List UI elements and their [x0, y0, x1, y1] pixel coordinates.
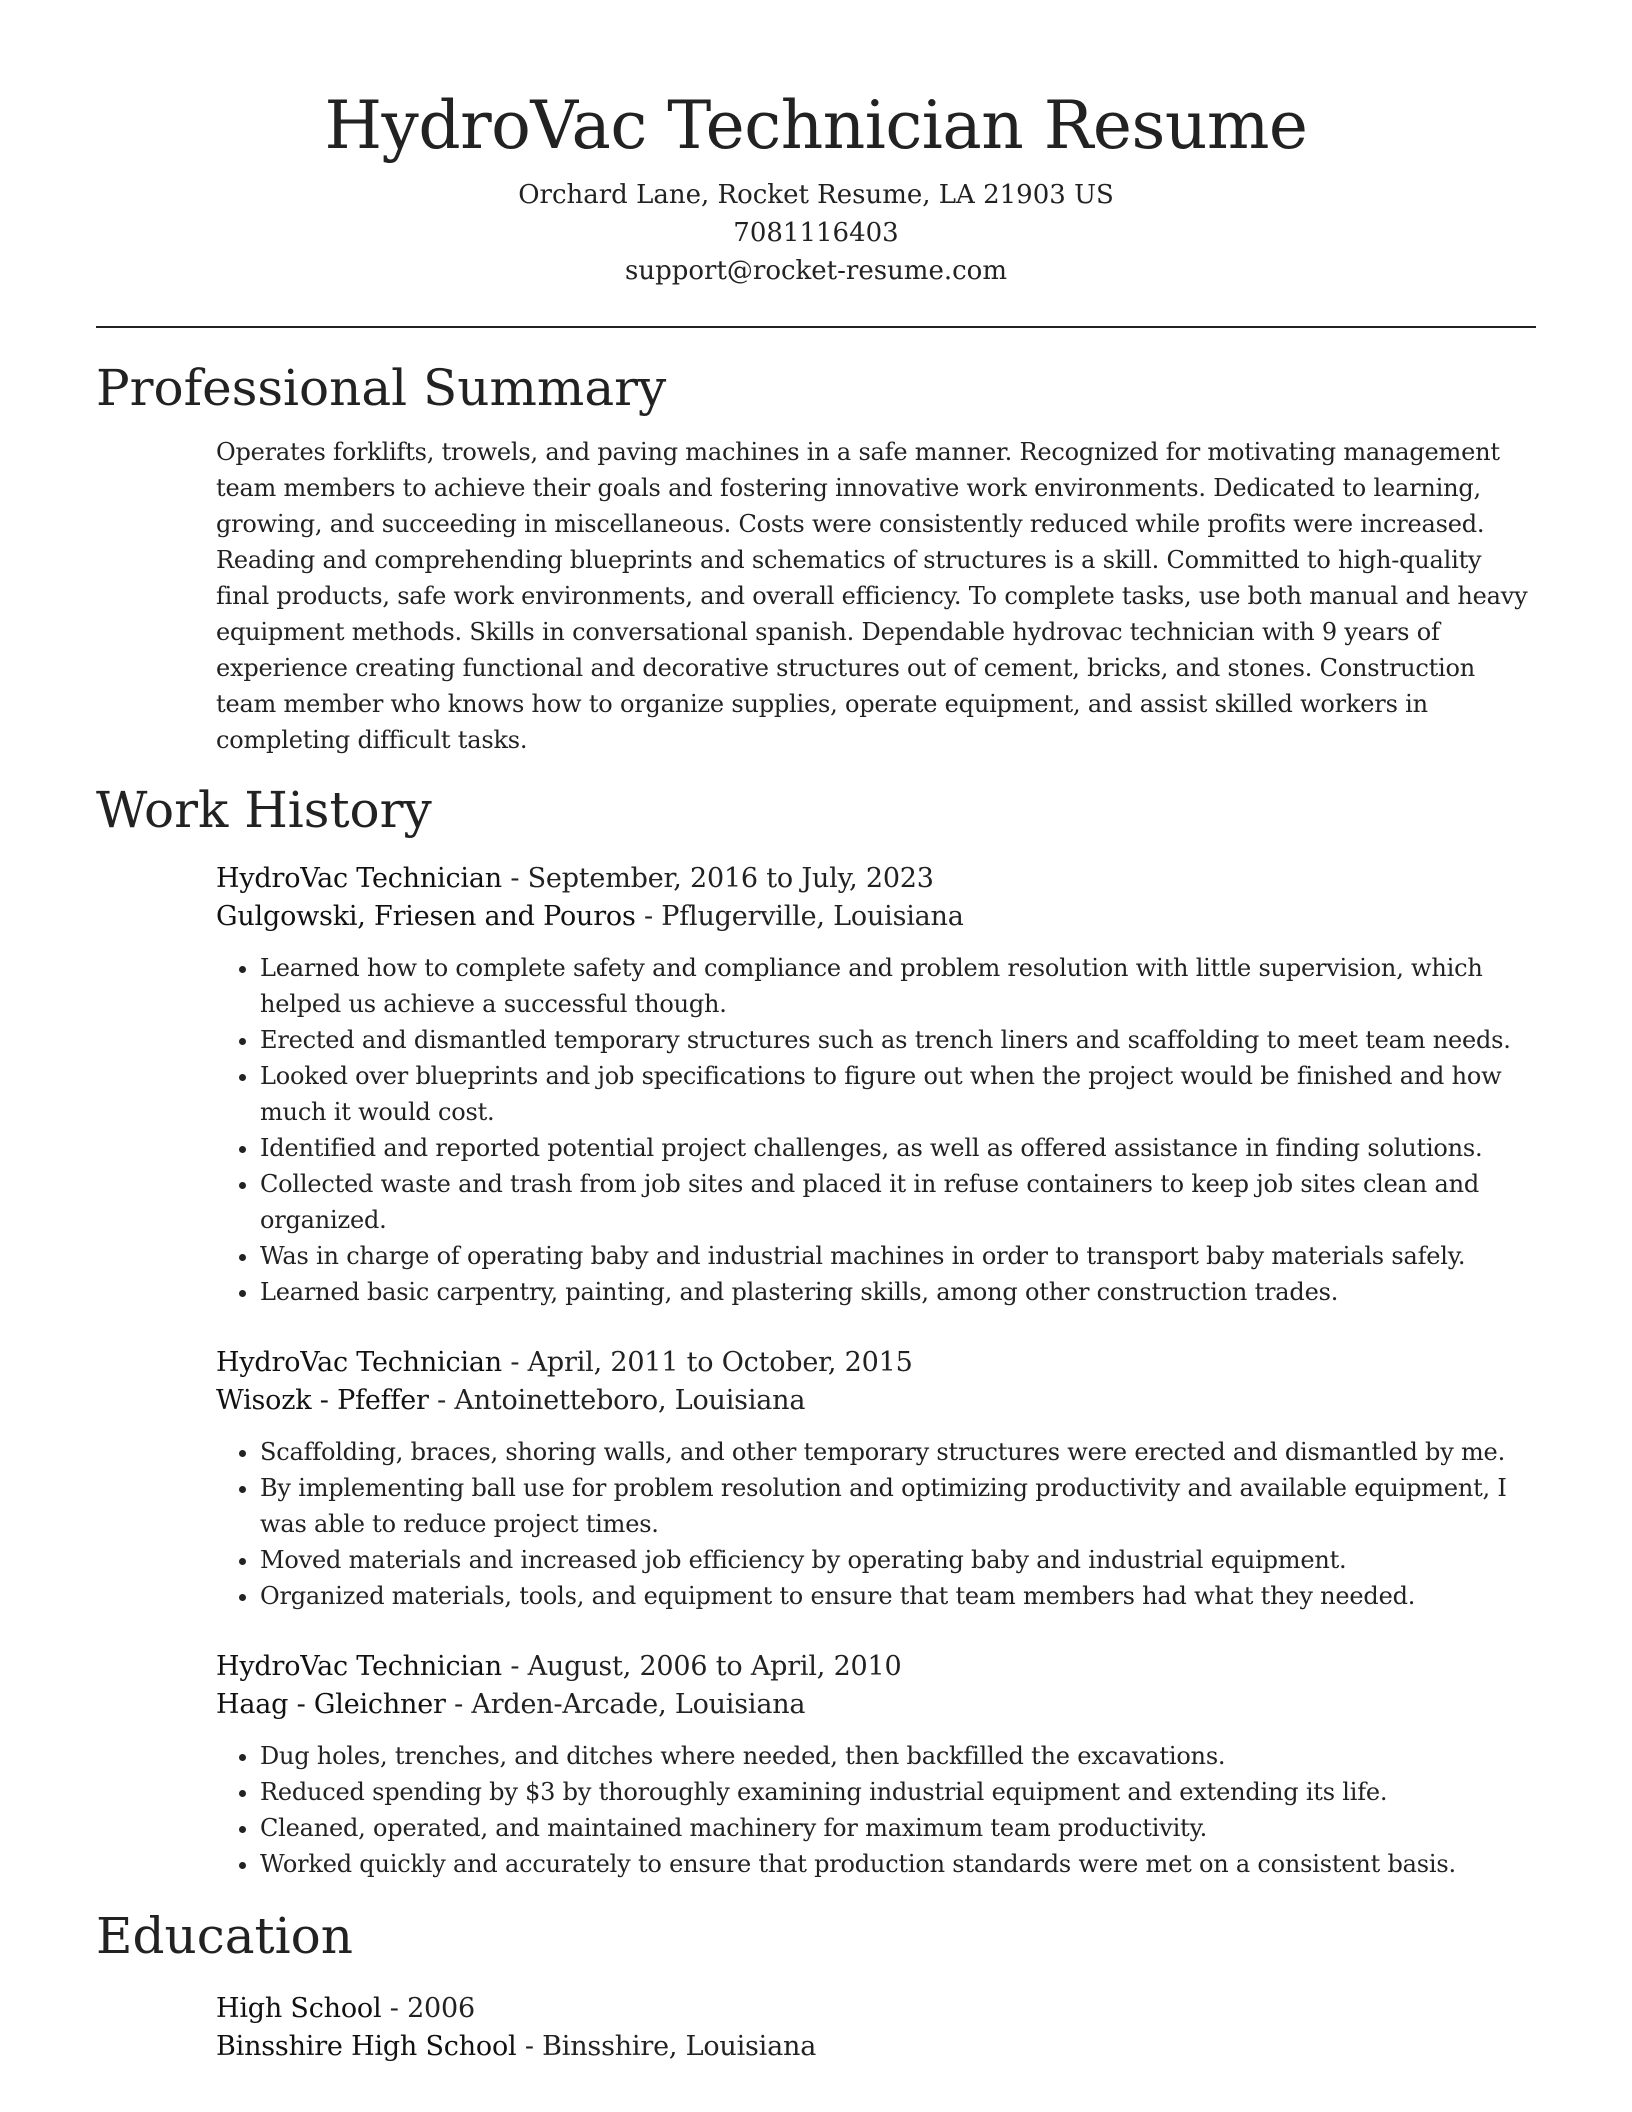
work-history-list [216, 860, 1536, 1882]
contact-email: support@rocket-resume.com [624, 256, 1007, 286]
job-company: Gulgowski, Friesen and Pouros [216, 901, 636, 932]
job-entry [216, 1648, 1536, 1882]
job-title: HydroVac Technician [216, 1347, 502, 1378]
job-bullet: • Cleaned, operated, and maintained machinery for maximum team productivity. [260, 1810, 1536, 1846]
job-bullet: • Collected waste and trash from job sites and placed it in refuse containers to keep job sites clean and organized. [260, 1166, 1536, 1238]
job-dates: - August, 2006 to April, 2010 [501, 1651, 902, 1682]
job-company: Haag - Gleichner [216, 1689, 446, 1720]
job-title: HydroVac Technician [216, 863, 502, 894]
job-bullets [216, 950, 1536, 1310]
job-company-line [216, 1382, 1536, 1420]
education-location: - Binsshire, Louisiana [516, 2031, 817, 2062]
education-school-line [216, 2028, 1536, 2066]
education-heading: Education [96, 1907, 353, 1965]
contact-address: Orchard Lane, Rocket Resume, LA 21903 US [518, 180, 1114, 210]
job-location: - Arden-Arcade, Louisiana [445, 1689, 806, 1720]
contact-block [96, 176, 1536, 290]
job-bullet: • Learned how to complete safety and compliance and problem resolution with little supervision, which helped us achieve a successful though. [260, 950, 1536, 1022]
job-bullet: • Moved materials and increased job efficiency by operating baby and industrial equipment. [260, 1542, 1536, 1578]
summary-heading: Professional Summary [96, 359, 667, 417]
education-degree: High School [216, 1993, 382, 2024]
job-bullet: • Scaffolding, braces, shoring walls, and other temporary structures were erected and dismantled by me. [260, 1434, 1536, 1470]
job-entry [216, 1344, 1536, 1614]
header-divider [96, 326, 1536, 328]
job-dates: - September, 2016 to July, 2023 [501, 863, 934, 894]
summary-text: Operates forklifts, trowels, and paving machines in a safe manner. Recognized for motivating management team members to achieve their goals and fostering innovative work environments. Dedicated to learning, growing, and succeeding in miscellaneous. Costs were consistently reduced while profits were increased. Reading and comprehending blueprints and schematics of structures is a skill. Committed to high-quality final products, safe work environments, and overall efficiency. To complete tasks, use both manual and heavy equipment methods. Skills in conversational spanish. Dependable hydrovac technician with 9 years of experience creating functional and decorative structures out of cement, bricks, and stones. Construction team member who knows how to organize supplies, operate equipment, and assist skilled workers in completing difficult tasks. [216, 438, 1528, 754]
education-entry [216, 1990, 1536, 2066]
education-degree-line [216, 1990, 1536, 2028]
job-company: Wisozk - Pfeffer [216, 1385, 429, 1416]
job-company-line [216, 1686, 1536, 1724]
job-bullet: • Dug holes, trenches, and ditches where needed, then backfilled the excavations. [260, 1738, 1536, 1774]
job-title-line [216, 1344, 1536, 1382]
work-history-heading: Work History [96, 781, 432, 839]
education-school: Binsshire High School [216, 2031, 517, 2062]
job-bullet: • Erected and dismantled temporary structures such as trench liners and scaffolding to meet team needs. [260, 1022, 1536, 1058]
job-bullet: • Identified and reported potential project challenges, as well as offered assistance in finding solutions. [260, 1130, 1536, 1166]
job-location: - Antoinetteboro, Louisiana [428, 1385, 806, 1416]
job-bullet: • Was in charge of operating baby and industrial machines in order to transport baby materials safely. [260, 1238, 1536, 1274]
job-bullets [216, 1738, 1536, 1882]
resume-title: HydroVac Technician Resume [324, 87, 1308, 164]
resume-page [96, 0, 1536, 2066]
job-dates: - April, 2011 to October, 2015 [501, 1347, 913, 1378]
job-bullet: • Reduced spending by $3 by thoroughly examining industrial equipment and extending its life. [260, 1774, 1536, 1810]
job-bullet: • Looked over blueprints and job specifications to figure out when the project would be finished and how much it would cost. [260, 1058, 1536, 1130]
job-bullet: • By implementing ball use for problem resolution and optimizing productivity and available equipment, I was able to reduce project times. [260, 1470, 1536, 1542]
job-location: - Pflugerville, Louisiana [635, 901, 964, 932]
job-bullet: • Learned basic carpentry, painting, and plastering skills, among other construction trades. [260, 1274, 1536, 1310]
job-company-line [216, 898, 1536, 936]
job-bullet: • Organized materials, tools, and equipment to ensure that team members had what they needed. [260, 1578, 1536, 1614]
job-bullets [216, 1434, 1536, 1614]
job-title-line [216, 860, 1536, 898]
contact-phone: 7081116403 [733, 218, 899, 248]
education-year: - 2006 [381, 1993, 475, 2024]
job-entry [216, 860, 1536, 1310]
job-bullet: • Worked quickly and accurately to ensure that production standards were met on a consistent basis. [260, 1846, 1536, 1882]
job-title-line [216, 1648, 1536, 1686]
job-title: HydroVac Technician [216, 1651, 502, 1682]
